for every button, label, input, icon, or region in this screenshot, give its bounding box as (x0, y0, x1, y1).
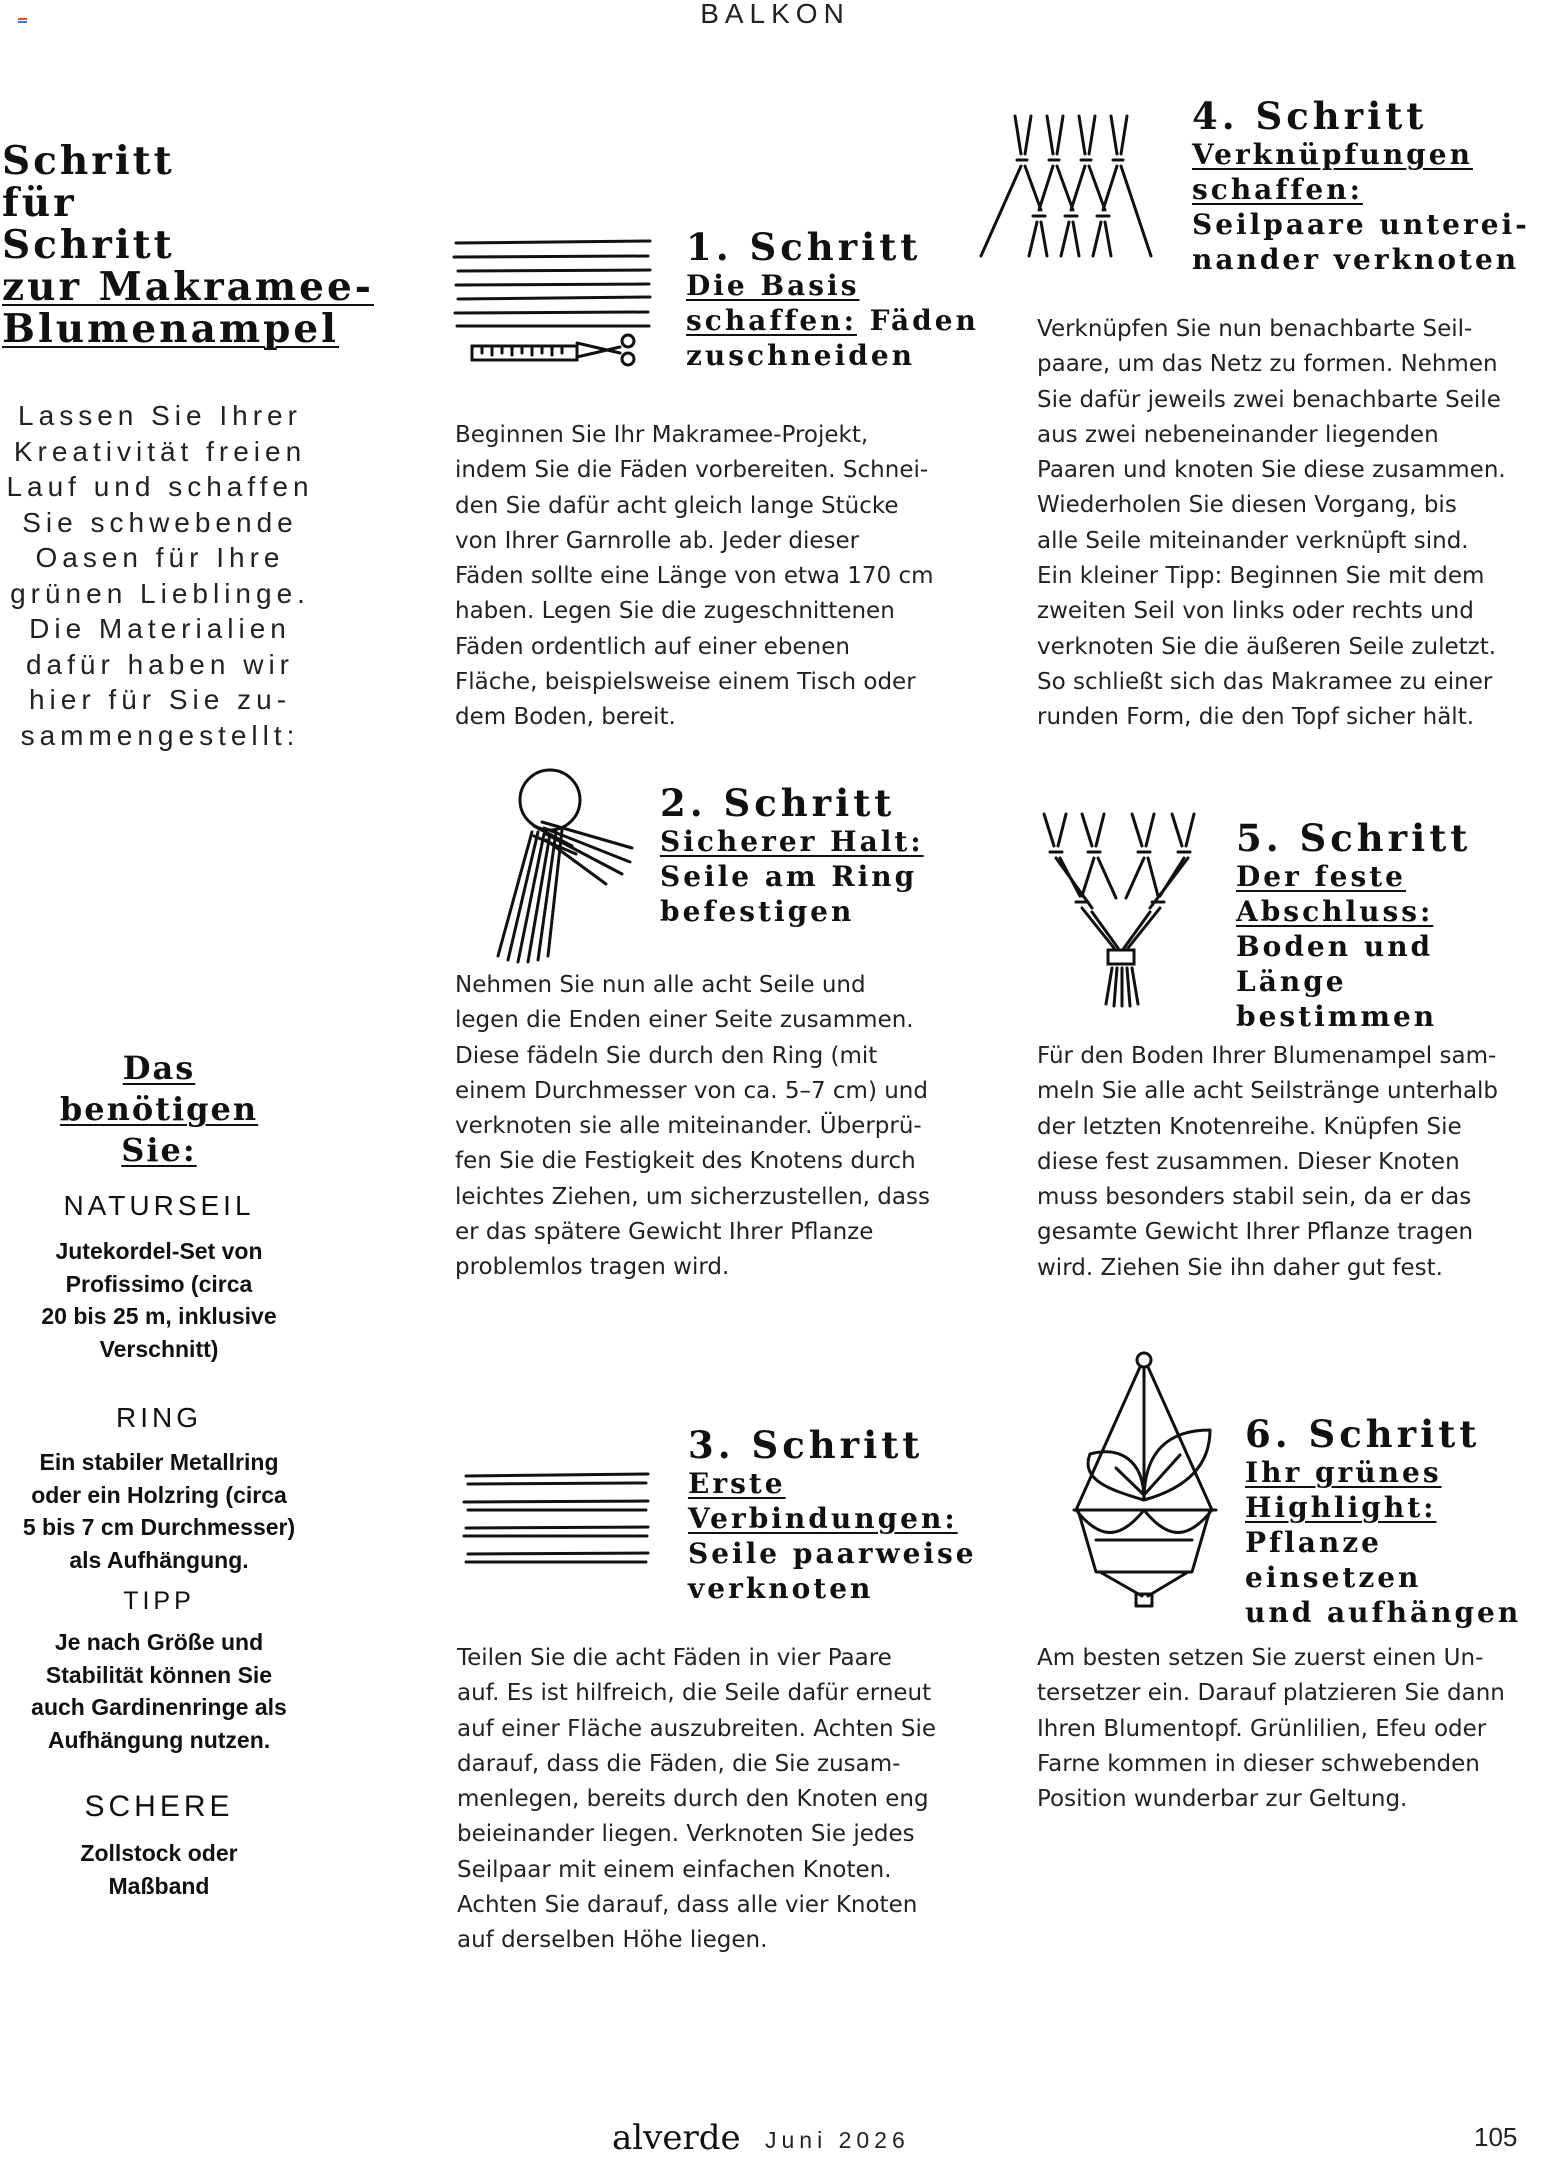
body-line: einem Durchmesser von ca. 5–7 cm) und (455, 1077, 928, 1104)
materials-heading-line: benötigen (59, 1090, 259, 1128)
title-line: Blumenampel (2, 306, 340, 352)
step-subtitle-line: Highlight: (1245, 1491, 1437, 1524)
step-subtitle-line: verknoten (688, 1572, 874, 1605)
title-line: Schritt (2, 138, 175, 184)
intro-line: Lauf und schaffen (6, 471, 314, 502)
body-line: runden Form, die den Topf sicher hält. (1037, 704, 1475, 731)
body-line: Paaren und knoten Sie diese zusammen. (1037, 457, 1506, 484)
step-number: 6. Schritt (1245, 1412, 1481, 1456)
material-desc-line: 20 bis 25 m, inklusive (41, 1303, 277, 1329)
body-line: Fäden sollte eine Länge von etwa 170 cm (455, 563, 934, 590)
body-line: Achten Sie darauf, dass alle vier Knoten (457, 1892, 918, 1919)
material-desc (0, 1235, 318, 1365)
step-subtitle-line: Verbindungen: (688, 1502, 958, 1535)
material-name: SCHERE (84, 1790, 234, 1823)
body-line: paare, um das Netz zu formen. Nehmen (1037, 351, 1498, 378)
materials-heading-line: Sie: (121, 1131, 197, 1169)
title-line: Schritt (2, 222, 175, 268)
step-number: 1. Schritt (686, 225, 922, 269)
step-subtitle-part: schaffen: (686, 304, 857, 337)
step-subtitle-line: Boden und Länge (1236, 930, 1434, 998)
threads-scissors-ruler-icon (452, 235, 652, 380)
material-name: TIPP (123, 1587, 195, 1615)
step-subtitle-line: befestigen (660, 895, 855, 928)
body-line: Am besten setzen Sie zuerst einen Un- (1037, 1645, 1484, 1671)
material-name: NATURSEIL (63, 1190, 255, 1221)
step-subtitle-line: Ihr grünes (1245, 1456, 1442, 1489)
intro-line: Die Materialien (29, 613, 291, 644)
body-line: der letzten Knotenreihe. Knüpfen Sie (1037, 1113, 1462, 1140)
step-subtitle-line: nander verknoten (1192, 243, 1520, 276)
step-3-heading (688, 1424, 977, 1606)
step-3-body (457, 1641, 936, 1959)
material-desc-line: Je nach Größe und (54, 1629, 264, 1655)
body-line: verknoten sie alle miteinander. Überprü- (455, 1113, 922, 1140)
body-line: alle Seile miteinander verknüpft sind. (1037, 527, 1469, 554)
body-line: aus zwei nebeneinander liegenden (1037, 421, 1439, 448)
intro-line: sammengestellt: (20, 719, 300, 751)
body-line: gesamte Gewicht Ihrer Pflanze tragen (1037, 1219, 1474, 1246)
material-desc-line: Stabilität können Sie (45, 1661, 273, 1688)
body-line: tersetzer ein. Darauf platzieren Sie dann (1037, 1680, 1505, 1707)
body-line: meln Sie alle acht Seilstränge unterhalb (1037, 1078, 1499, 1105)
step-subtitle-line: Seile paarweise (688, 1537, 977, 1570)
step-subtitle-line: Abschluss: (1236, 895, 1434, 928)
body-line: auf einer Fläche auszubreiten. Achten Sie (457, 1715, 937, 1742)
step-number: 3. Schritt (688, 1423, 924, 1467)
intro-line: dafür haben wir (25, 648, 294, 680)
body-line: So schließt sich das Makramee zu einer (1037, 668, 1493, 695)
intro-line: Oasen für Ihre (35, 542, 285, 573)
step-number: 4. Schritt (1192, 94, 1428, 138)
body-line: verknoten Sie die äußeren Seile zuletzt. (1037, 633, 1497, 660)
materials-heading (0, 1048, 318, 1171)
step-number: 2. Schritt (660, 781, 896, 825)
step-subtitle-line: Der feste (1236, 860, 1406, 893)
intro-line: grünen Lieblinge. (10, 577, 310, 609)
body-line: Farne kommen in dieser schwebenden (1037, 1750, 1480, 1777)
material-desc (0, 1837, 318, 1902)
step-number: 5. Schritt (1236, 816, 1472, 860)
step-subtitle-line: Die Basis (686, 269, 860, 302)
page-title (2, 140, 432, 350)
material-desc (0, 1626, 318, 1756)
body-line: Teilen Sie die acht Fäden in vier Paare (457, 1645, 892, 1671)
body-line: Ihren Blumentopf. Grünlilien, Efeu oder (1037, 1715, 1487, 1742)
step-subtitle-line: Pflanze einsetzen (1245, 1526, 1422, 1594)
step-6-heading (1245, 1413, 1550, 1630)
step-6-body (1037, 1641, 1505, 1817)
step-4-body (1037, 312, 1506, 736)
body-line: menlegen, bereits durch den Knoten eng (457, 1786, 929, 1813)
step-5-body (1037, 1039, 1498, 1286)
material-desc-line: Profissimo (circa (65, 1270, 253, 1297)
material-desc-line: als Aufhängung. (69, 1546, 249, 1573)
body-line: er das spätere Gewicht Ihrer Pflanze (455, 1219, 874, 1246)
section-label: BALKON (700, 0, 850, 29)
body-line: auf derselben Höhe liegen. (457, 1927, 768, 1954)
body-line: den Sie dafür acht gleich lange Stücke (455, 492, 899, 519)
material-desc-line: auch Gardinenringe als (31, 1694, 287, 1720)
step-subtitle-line: zuschneiden (686, 339, 915, 372)
body-line: dem Boden, bereit. (455, 704, 676, 731)
body-line: Seilpaar mit einem einfachen Knoten. (457, 1856, 892, 1883)
title-line: zur Makramee- (2, 264, 374, 310)
step-1-body (455, 418, 934, 736)
body-line: indem Sie die Fäden vorbereiten. Schnei- (455, 457, 929, 484)
material-desc-line: 5 bis 7 cm Durchmesser) (22, 1514, 296, 1540)
ring-knot-icon (482, 766, 652, 966)
body-line: darauf, dass die Fäden, die Sie zusam- (457, 1750, 901, 1777)
body-line: auf. Es ist hilfreich, die Seile dafür erneut (457, 1680, 932, 1707)
body-line: Wiederholen Sie diesen Vorgang, bis (1037, 492, 1457, 519)
material-desc-line: Aufhängung nutzen. (47, 1726, 271, 1753)
body-line: Nehmen Sie nun alle acht Seile und (455, 972, 866, 998)
step-subtitle-line: Erste (688, 1467, 786, 1500)
body-line: Verknüpfen Sie nun benachbarte Seil- (1037, 316, 1473, 342)
body-line: Ein kleiner Tipp: Beginnen Sie mit dem (1037, 563, 1485, 590)
body-line: problemlos tragen wird. (455, 1254, 730, 1281)
body-line: muss besonders stabil sein, da er das (1037, 1184, 1472, 1211)
knot-net-icon (975, 110, 1155, 260)
material-desc-line: Maßband (108, 1872, 210, 1899)
body-line: Position wunderbar zur Geltung. (1037, 1786, 1408, 1813)
body-line: Diese fädeln Sie durch den Ring (mit (455, 1042, 878, 1069)
step-subtitle-line: Seilpaare unterei- (1192, 208, 1530, 241)
body-line: von Ihrer Garnrolle ab. Jeder dieser (455, 527, 860, 554)
bottom-knot-icon (1036, 808, 1236, 1008)
intro-line: Lassen Sie Ihrer (18, 400, 302, 431)
body-line: leichtes Ziehen, um sicherzustellen, dass (455, 1183, 930, 1210)
material-desc-line: Verschnitt) (99, 1335, 219, 1362)
step-5-heading (1236, 817, 1550, 1034)
material-desc-line: Zollstock oder (80, 1840, 238, 1866)
footer-issue: Juni 2026 (765, 2127, 910, 2153)
title-line: für (2, 180, 77, 226)
intro-text (0, 398, 320, 753)
step-subtitle-line: schaffen: (1192, 173, 1363, 206)
step-subtitle-line (686, 303, 979, 338)
body-line: fen Sie die Festigkeit des Knotens durch (455, 1148, 916, 1175)
intro-line: Sie schwebende (22, 506, 298, 538)
step-subtitle-line: Sicherer Halt: (660, 825, 924, 858)
body-line: Für den Boden Ihrer Blumenampel sam- (1037, 1043, 1497, 1069)
thread-pairs-icon (462, 1470, 652, 1570)
material-desc-line: Ein stabiler Metallring (39, 1449, 279, 1475)
footer-brand-logo: alverde (612, 2118, 741, 2158)
step-4-heading (1192, 95, 1530, 277)
body-line: legen die Enden einer Seite zusammen. (455, 1007, 914, 1034)
step-subtitle-line: und aufhängen (1245, 1596, 1522, 1629)
body-line: Fäden ordentlich auf einer ebenen (455, 633, 850, 660)
body-line: Fläche, beispielsweise einem Tisch oder (455, 669, 916, 696)
material-desc-line: oder ein Holzring (circa (31, 1481, 287, 1508)
hanging-plant-icon (1060, 1350, 1230, 1610)
step-2-heading (660, 782, 924, 929)
material-desc (0, 1446, 318, 1576)
materials-heading-line: Das (122, 1049, 196, 1087)
step-2-body (455, 968, 930, 1286)
body-line: wird. Ziehen Sie ihn daher gut fest. (1037, 1254, 1443, 1281)
step-subtitle-part: Fäden (856, 304, 979, 337)
step-1-heading (686, 226, 979, 373)
body-line: Sie dafür jeweils zwei benachbarte Seile (1037, 386, 1501, 413)
body-line: haben. Legen Sie die zugeschnittenen (455, 598, 895, 625)
intro-line: Kreativität freien (13, 435, 307, 467)
material-name: RING (116, 1402, 202, 1433)
intro-line: hier für Sie zu- (28, 684, 292, 715)
body-line: Beginnen Sie Ihr Makramee-Projekt, (455, 422, 869, 448)
step-subtitle-line: bestimmen (1236, 1000, 1438, 1033)
body-line: zweiten Seil von links oder rechts und (1037, 598, 1474, 625)
step-subtitle-line: Seile am Ring (660, 860, 918, 893)
body-line: diese fest zusammen. Dieser Knoten (1037, 1148, 1460, 1175)
step-subtitle-line: Verknüpfungen (1192, 138, 1473, 171)
page-number: 105 (1474, 2122, 1518, 2152)
body-line: beieinander liegen. Verknoten Sie jedes (457, 1821, 915, 1848)
material-desc-line: Jutekordel-Set von (55, 1238, 263, 1264)
